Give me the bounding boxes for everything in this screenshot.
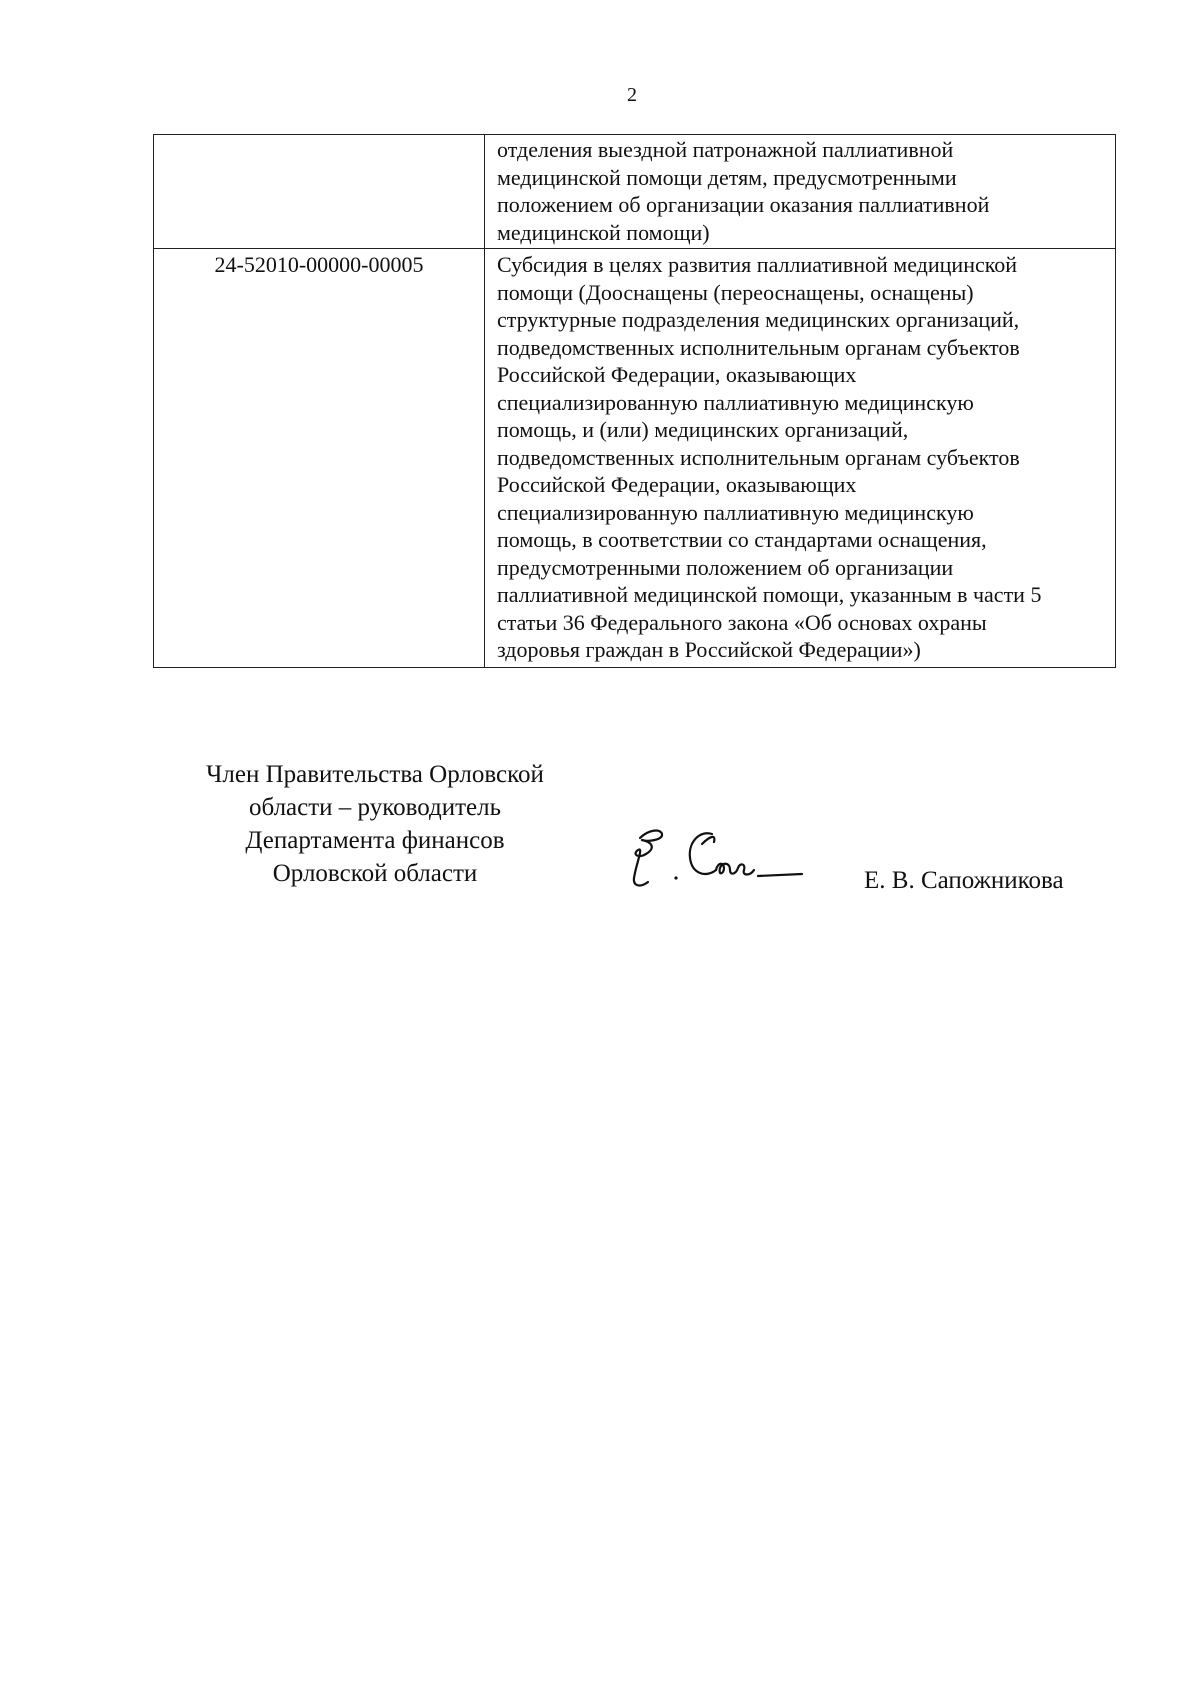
subsidy-code-cell [154,135,485,249]
signatory-position-line: Департамента финансов [245,827,505,854]
signatory-position-line: области – руководитель [248,794,502,821]
table-row [154,135,1116,249]
subsidy-description-cell: Субсидия в целях развития паллиативной медицинской помощи (Дооснащены (переоснащены, оснащены) структурные подразделения медицинских организаций, подведомственных исполнительным органам субъектов Российской Федерации, оказывающих специализированную паллиативную медицинскую помощь, и (или) медицинских организаций, подведомственных исполнительным органам субъектов Российской Федерации, оказывающих специализированную паллиативную медицинскую помощь, в соответствии со стандартами оснащения, предусмотренными положением об организации паллиативной медицинской помощи, указанным в части 5 статьи 36 Федерального закона «Об основах охраны здоровья граждан в Российской Федерации») [485,249,1116,668]
signatory-position-line: Член Правительства Орловской [206,761,544,788]
signer-name: Е. В. Сапожникова [864,867,1064,894]
subsidy-description-cell: отделения выездной патронажной паллиативной медицинской помощи детям, предусмотренными положением об организации оказания паллиативной медицинской помощи) [485,135,1116,249]
page-number: 2 [627,84,637,106]
signatory-position [140,758,610,890]
handwritten-signature-icon [626,816,814,896]
table-row [154,249,1116,668]
subsidy-table [153,134,1116,668]
signatory-position-line: Орловской области [272,860,478,887]
subsidy-code-cell: 24-52010-00000-00005 [154,249,485,668]
